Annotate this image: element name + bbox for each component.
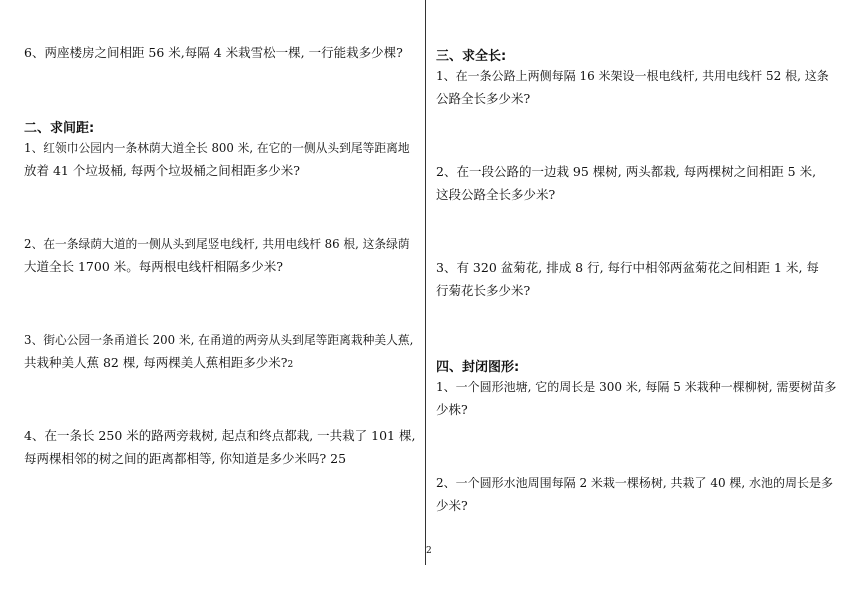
s2-q1-line2: 放着 41 个垃圾桶, 每两个垃圾桶之间相距多少米? — [24, 163, 301, 178]
s3-q1-line2: 公路全长多少米? — [436, 91, 531, 106]
column-divider — [425, 0, 426, 565]
s2-q3-note: 2 — [287, 360, 294, 370]
section-2-title: 二、求间距: — [24, 121, 95, 136]
s4-q1-line2: 少株? — [436, 402, 468, 417]
s4-q1-line1: 1、一个圆形池塘, 它的周长是 300 米, 每隔 5 米栽种一棵柳树, 需要树苗多 — [436, 380, 837, 394]
s3-q1-line1: 1、在一条公路上两侧每隔 16 米架设一根电线杆, 共用电线杆 52 根, 这条 — [436, 69, 829, 83]
s2-q4-line1: 4、在一条长 250 米的路两旁栽树, 起点和终点都栽, 一共栽了 101 棵, — [24, 428, 416, 443]
s2-q4-line2: 每两棵相邻的树之间的距离都相等, 你知道是多少米吗? 25 — [24, 451, 347, 466]
s4-q2-line1: 2、一个圆形水池周围每隔 2 米栽一棵杨树, 共栽了 40 棵, 水池的周长是多 — [436, 476, 834, 490]
s2-q1-line1: 1、红领巾公园内一条林荫大道全长 800 米, 在它的一侧从头到尾等距离地 — [24, 141, 410, 155]
s2-q3-line1: 3、街心公园一条甬道长 200 米, 在甬道的两旁从头到尾等距离栽种美人蕉, — [24, 333, 414, 347]
s2-q2-line1: 2、在一条绿荫大道的一侧从头到尾竖电线杆, 共用电线杆 86 根, 这条绿荫 — [24, 237, 410, 251]
s2-q3-line2 — [24, 355, 293, 373]
section-4-title: 四、封闭图形: — [436, 360, 520, 375]
s3-q3-line2: 行菊花长多少米? — [436, 283, 531, 298]
s4-q2-line2: 少米? — [436, 498, 468, 513]
section-3-title: 三、求全长: — [436, 49, 507, 64]
s2-q3-line2-text: 共栽种美人蕉 82 棵, 每两棵美人蕉相距多少米? — [24, 355, 288, 370]
s3-q2-line2: 这段公路全长多少米? — [436, 187, 556, 202]
s3-q3-line1: 3、有 320 盆菊花, 排成 8 行, 每行中相邻两盆菊花之间相距 1 米, 每 — [436, 260, 819, 275]
s3-q2-line1: 2、在一段公路的一边栽 95 棵树, 两头都栽, 每两棵树之间相距 5 米, — [436, 164, 817, 179]
s2-q2-line2: 大道全长 1700 米。每两根电线杆相隔多少米? — [24, 259, 283, 274]
page-number: 2 — [426, 546, 432, 556]
question-6: 6、两座楼房之间相距 56 米,每隔 4 米栽雪松一棵, 一行能栽多少棵? — [24, 45, 403, 60]
